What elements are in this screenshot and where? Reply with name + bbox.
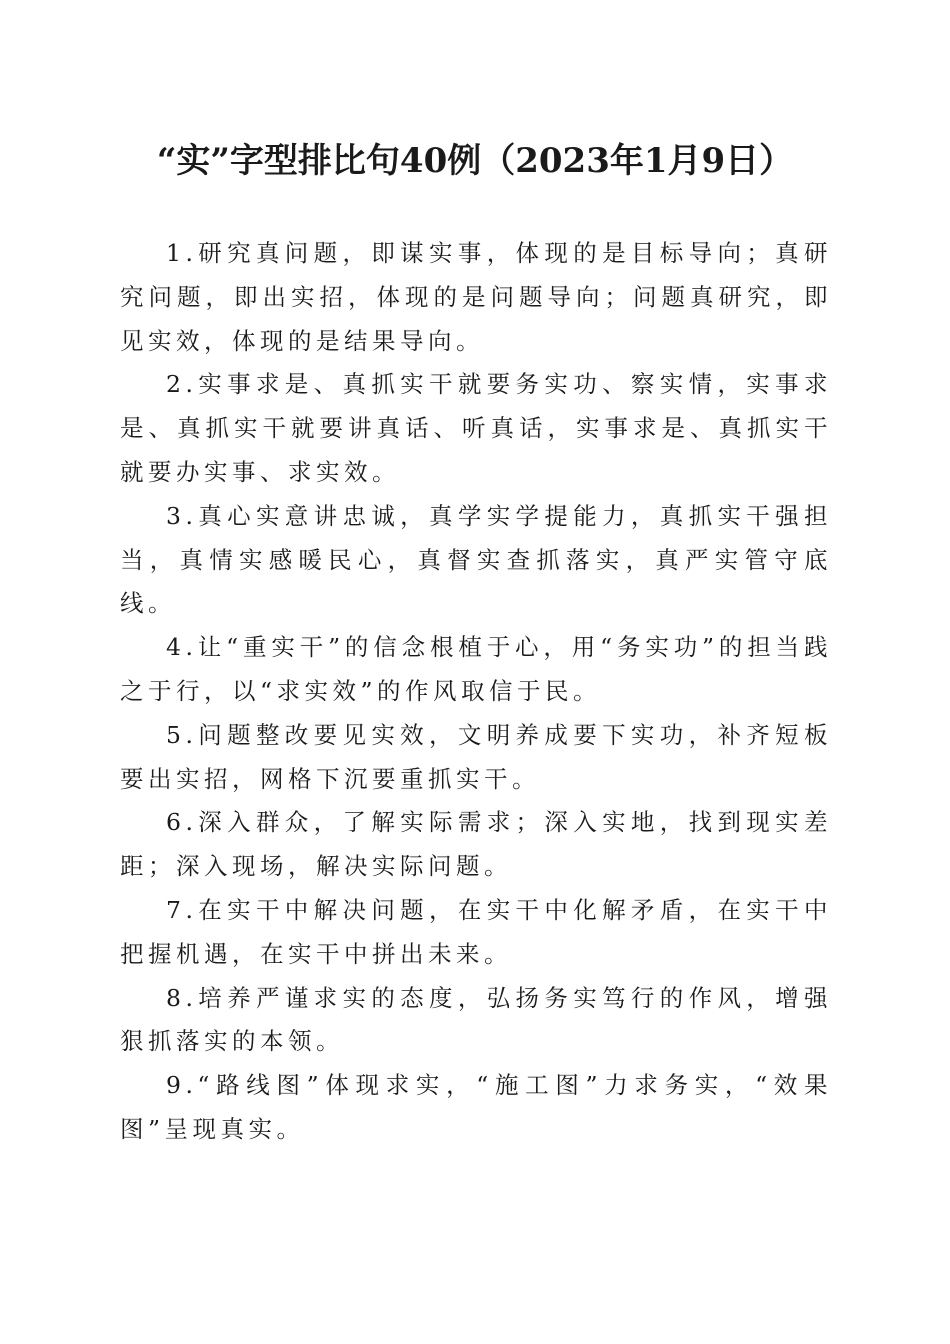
document-body <box>120 232 832 1152</box>
paragraph-1: 1.研究真问题，即谋实事，体现的是目标导向；真研究问题，即出实招，体现的是问题导向；问题真研究，即见实效，体现的是结果导向。 <box>120 239 832 355</box>
paragraph-5: 5.问题整改要见实效，文明养成要下实功，补齐短板要出实招，网格下沉要重抓实干。 <box>120 720 832 793</box>
paragraph-8: 8.培养严谨求实的态度，弘扬务实笃行的作风，增强狠抓落实的本领。 <box>120 983 832 1056</box>
paragraph-3: 3.真心实意讲忠诚，真学实学提能力，真抓实干强担当，真情实感暖民心，真督实查抓落实，真严实管守底线。 <box>120 501 832 618</box>
paragraph-2: 2.实事求是、真抓实干就要务实功、察实情，实事求是、真抓实干就要讲真话、听真话，实事求是、真抓实干就要办实事、求实效。 <box>120 370 832 486</box>
document-title: “实”字型排比句40例（2023年1月9日） <box>156 141 794 181</box>
paragraph-7: 7.在实干中解决问题，在实干中化解矛盾，在实干中把握机遇，在实干中拼出未来。 <box>120 895 832 968</box>
paragraph-4: 4.让“重实干”的信念根植于心，用“务实功”的担当践之于行，以“求实效”的作风取信于民。 <box>120 633 832 705</box>
paragraph-6: 6.深入群众，了解实际需求；深入实地，找到现实差距；深入现场，解决实际问题。 <box>120 808 832 881</box>
paragraph-9: 9.“路线图”体现求实，“施工图”力求务实，“效果图”呈现真实。 <box>120 1071 832 1143</box>
